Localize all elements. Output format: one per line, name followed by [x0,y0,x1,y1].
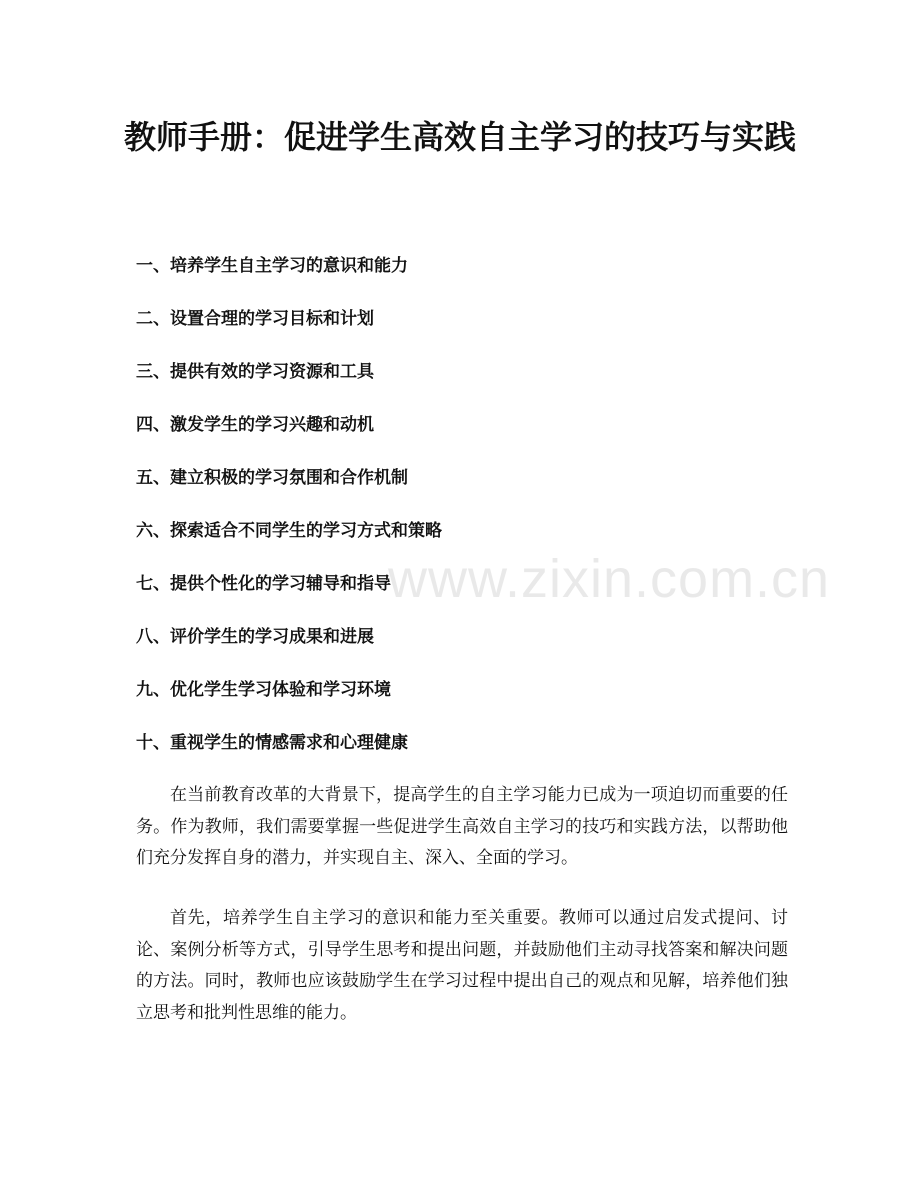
outline-item-3: 三、提供有效的学习资源和工具 [136,362,374,382]
outline-item-10: 十、重视学生的情感需求和心理健康 [136,733,408,753]
outline-item-5: 五、建立积极的学习氛围和合作机制 [136,468,408,488]
outline-item-4: 四、激发学生的学习兴趣和动机 [136,415,374,435]
outline-item-1: 一、培养学生自主学习的意识和能力 [136,256,408,276]
body-paragraph-first: 首先，培养学生自主学习的意识和能力至关重要。教师可以通过启发式提问、讨论、案例分析等方式，引导学生思考和提出问题，并鼓励他们主动寻找答案和解决问题的方法。同时，教师也应该鼓励学生在学习过程中提出自己的观点和见解，培养他们独立思考和批判性思维的能力。 [136,908,788,1023]
outline-item-7: 七、提供个性化的学习辅导和指导 [136,574,391,594]
outline-item-8: 八、评价学生的学习成果和进展 [136,627,374,647]
outline-item-9: 九、优化学生学习体验和学习环境 [136,680,391,700]
outline-item-6: 六、探索适合不同学生的学习方式和策略 [136,521,442,541]
document-title: 教师手册：促进学生高效自主学习的技巧与实践 [123,118,796,156]
outline-item-2: 二、设置合理的学习目标和计划 [136,309,374,329]
body-paragraph-intro: 在当前教育改革的大背景下，提高学生的自主学习能力已成为一项迫切而重要的任务。作为教师，我们需要掌握一些促进学生高效自主学习的技巧和实践方法，以帮助他们充分发挥自身的潜力，并实现自主、深入、全面的学习。 [136,785,788,868]
outline-list [136,253,796,783]
watermark: www.zixin.com.cn [388,549,831,609]
